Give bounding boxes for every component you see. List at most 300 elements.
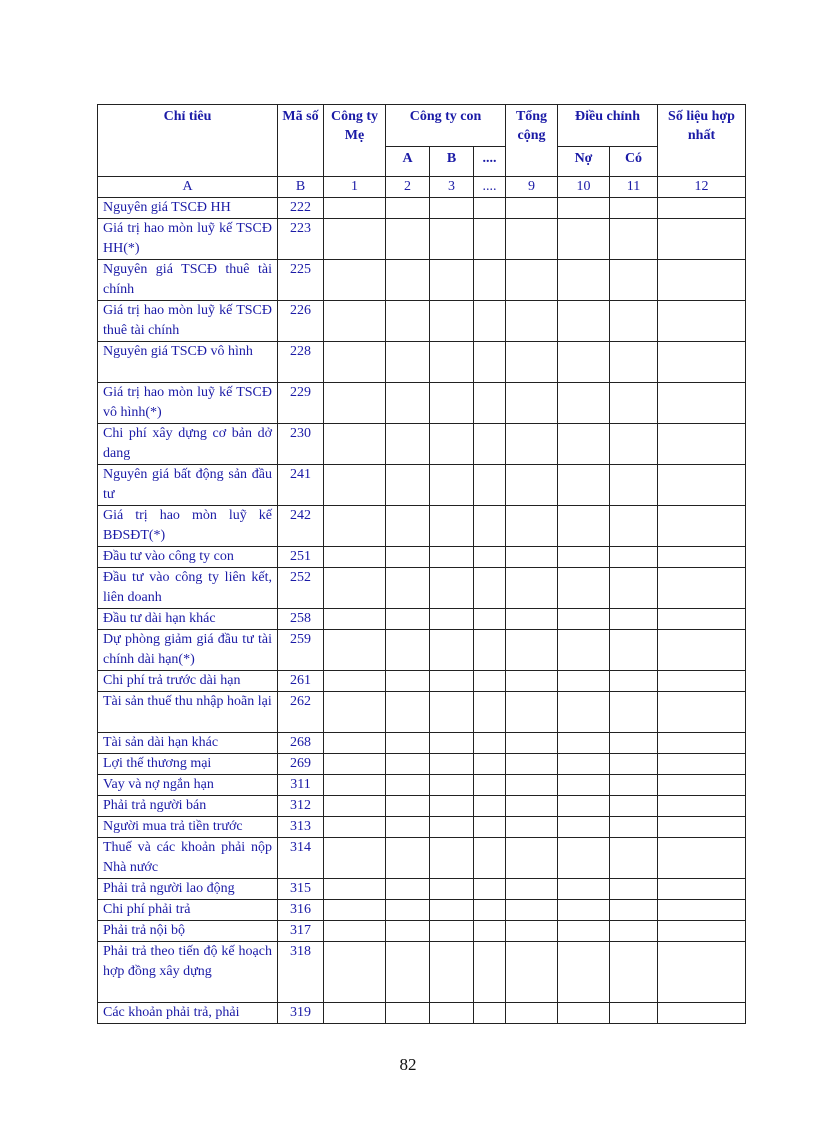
empty-cell [474,630,506,671]
empty-cell [558,301,610,342]
empty-cell [610,879,658,900]
empty-cell [506,775,558,796]
empty-cell [658,671,746,692]
empty-cell [658,424,746,465]
empty-cell [506,219,558,260]
empty-cell [610,838,658,879]
empty-cell [474,796,506,817]
row-label: Giá trị hao mòn luỹ kế TSCĐ HH(*) [98,219,278,260]
empty-cell [658,692,746,733]
row-label: Đầu tư vào công ty liên kết, liên doanh [98,568,278,609]
header-chi-tieu: Chỉ tiêu [98,105,278,177]
empty-cell [558,198,610,219]
table-row [98,671,746,692]
empty-cell [474,921,506,942]
table-row [98,198,746,219]
empty-cell [324,383,386,424]
empty-cell [506,879,558,900]
empty-cell [386,465,430,506]
empty-cell [430,921,474,942]
empty-cell [324,547,386,568]
empty-cell [610,465,658,506]
table-row [98,942,746,1003]
empty-cell [474,219,506,260]
empty-cell [558,424,610,465]
table-row [98,506,746,547]
empty-cell [474,1003,506,1024]
empty-cell [658,817,746,838]
empty-cell [610,424,658,465]
empty-cell [430,692,474,733]
page-number: 82 [399,1055,417,1074]
row-label: Phải trả người lao động [98,879,278,900]
empty-cell [430,942,474,1003]
empty-cell [430,900,474,921]
row-code: 268 [278,733,324,754]
empty-cell [386,198,430,219]
row-label: Nguyên giá TSCĐ vô hình [98,342,278,383]
empty-cell [610,817,658,838]
empty-cell [558,465,610,506]
empty-cell [658,838,746,879]
empty-cell [474,342,506,383]
empty-cell [506,733,558,754]
row-code: 225 [278,260,324,301]
empty-cell [658,942,746,1003]
empty-cell [558,733,610,754]
empty-cell [386,942,430,1003]
empty-cell [506,342,558,383]
empty-cell [324,671,386,692]
row-code: 313 [278,817,324,838]
empty-cell [610,609,658,630]
empty-cell [386,342,430,383]
row-label: Nguyên giá TSCĐ HH [98,198,278,219]
header-con-more: .... [474,147,506,177]
row-label: Tài sản dài hạn khác [98,733,278,754]
row-code: 241 [278,465,324,506]
table-row [98,547,746,568]
empty-cell [324,506,386,547]
empty-cell [474,465,506,506]
empty-cell [386,838,430,879]
empty-cell [506,671,558,692]
row-code: 319 [278,1003,324,1024]
column-index-row [98,177,746,198]
empty-cell [474,198,506,219]
table-row [98,301,746,342]
row-label: Phải trả theo tiến độ kế hoạch hợp đồng xây dựng [98,942,278,1003]
empty-cell [430,424,474,465]
empty-cell [474,671,506,692]
empty-cell [430,609,474,630]
empty-cell [324,424,386,465]
empty-cell [430,219,474,260]
empty-cell [386,609,430,630]
header-con-a: A [386,147,430,177]
empty-cell [430,754,474,775]
index-cell: 9 [506,177,558,198]
table-row [98,692,746,733]
empty-cell [506,900,558,921]
empty-cell [474,301,506,342]
index-cell: 3 [430,177,474,198]
header-ma-so: Mã số [278,105,324,177]
row-code: 269 [278,754,324,775]
row-label: Tài sản thuế thu nhập hoãn lại [98,692,278,733]
row-code: 314 [278,838,324,879]
empty-cell [558,260,610,301]
empty-cell [430,733,474,754]
empty-cell [658,733,746,754]
empty-cell [324,609,386,630]
empty-cell [506,817,558,838]
row-label: Phải trả người bán [98,796,278,817]
empty-cell [324,796,386,817]
empty-cell [324,921,386,942]
empty-cell [430,260,474,301]
empty-cell [506,465,558,506]
row-label: Đầu tư vào công ty con [98,547,278,568]
index-cell: .... [474,177,506,198]
empty-cell [610,775,658,796]
empty-cell [474,383,506,424]
table-row [98,879,746,900]
empty-cell [610,671,658,692]
empty-cell [558,1003,610,1024]
table-row [98,775,746,796]
header-cong-ty-me: Công ty Mẹ [324,105,386,177]
empty-cell [658,796,746,817]
index-cell: 1 [324,177,386,198]
empty-cell [558,383,610,424]
empty-cell [610,921,658,942]
empty-cell [506,198,558,219]
empty-cell [658,383,746,424]
empty-cell [558,506,610,547]
empty-cell [610,733,658,754]
empty-cell [558,692,610,733]
row-label: Nguyên giá TSCĐ thuê tài chính [98,260,278,301]
empty-cell [506,568,558,609]
row-code: 318 [278,942,324,1003]
empty-cell [558,921,610,942]
table-row [98,838,746,879]
empty-cell [430,1003,474,1024]
row-code: 316 [278,900,324,921]
empty-cell [658,630,746,671]
empty-cell [658,921,746,942]
empty-cell [610,900,658,921]
empty-cell [558,817,610,838]
empty-cell [386,692,430,733]
empty-cell [558,609,610,630]
empty-cell [658,506,746,547]
empty-cell [610,568,658,609]
empty-cell [386,547,430,568]
index-cell: 2 [386,177,430,198]
empty-cell [386,260,430,301]
table-row [98,424,746,465]
empty-cell [610,942,658,1003]
row-code: 312 [278,796,324,817]
row-label: Giá trị hao mòn luỹ kế TSCĐ thuê tài chính [98,301,278,342]
empty-cell [506,547,558,568]
empty-cell [430,342,474,383]
empty-cell [430,879,474,900]
empty-cell [386,796,430,817]
row-label: Dự phòng giảm giá đầu tư tài chính dài hạn(*) [98,630,278,671]
empty-cell [558,219,610,260]
consolidation-table [97,104,746,1024]
row-code: 317 [278,921,324,942]
empty-cell [430,383,474,424]
empty-cell [324,733,386,754]
row-label: Chi phí xây dựng cơ bản dở dang [98,424,278,465]
table-row [98,609,746,630]
empty-cell [658,219,746,260]
index-cell: B [278,177,324,198]
empty-cell [658,260,746,301]
index-cell: 12 [658,177,746,198]
row-label: Nguyên giá bất động sản đầu tư [98,465,278,506]
empty-cell [474,775,506,796]
empty-cell [610,692,658,733]
row-code: 229 [278,383,324,424]
empty-cell [558,547,610,568]
empty-cell [474,817,506,838]
table-row [98,1003,746,1024]
row-label: Lợi thế thương mại [98,754,278,775]
row-label: Đầu tư dài hạn khác [98,609,278,630]
empty-cell [474,879,506,900]
empty-cell [610,260,658,301]
row-code: 242 [278,506,324,547]
table-row [98,219,746,260]
empty-cell [610,383,658,424]
empty-cell [430,817,474,838]
index-cell: A [98,177,278,198]
header-cong-ty-con: Công ty con [386,105,506,147]
row-label: Chi phí phải trả [98,900,278,921]
empty-cell [506,630,558,671]
empty-cell [658,609,746,630]
empty-cell [506,754,558,775]
empty-cell [324,900,386,921]
empty-cell [658,775,746,796]
empty-cell [474,260,506,301]
empty-cell [610,506,658,547]
empty-cell [430,838,474,879]
empty-cell [324,838,386,879]
index-cell: 11 [610,177,658,198]
empty-cell [474,424,506,465]
empty-cell [658,568,746,609]
empty-cell [386,754,430,775]
empty-cell [386,900,430,921]
table-row [98,733,746,754]
empty-cell [386,630,430,671]
index-cell: 10 [558,177,610,198]
empty-cell [324,301,386,342]
empty-cell [324,198,386,219]
empty-cell [474,568,506,609]
empty-cell [658,900,746,921]
empty-cell [474,692,506,733]
row-code: 258 [278,609,324,630]
table-body [98,177,746,1024]
row-code: 259 [278,630,324,671]
empty-cell [506,383,558,424]
empty-cell [610,1003,658,1024]
empty-cell [658,1003,746,1024]
empty-cell [324,775,386,796]
row-label: Thuế và các khoản phải nộp Nhà nước [98,838,278,879]
empty-cell [610,547,658,568]
empty-cell [474,733,506,754]
empty-cell [324,692,386,733]
empty-cell [430,198,474,219]
empty-cell [474,838,506,879]
empty-cell [506,942,558,1003]
empty-cell [506,692,558,733]
empty-cell [610,796,658,817]
empty-cell [658,879,746,900]
empty-cell [430,671,474,692]
empty-cell [506,838,558,879]
header-dieu-chinh: Điều chỉnh [558,105,658,147]
empty-cell [386,424,430,465]
header-co: Có [610,147,658,177]
empty-cell [506,609,558,630]
empty-cell [386,1003,430,1024]
empty-cell [558,796,610,817]
empty-cell [324,754,386,775]
empty-cell [386,817,430,838]
empty-cell [386,301,430,342]
header-con-b: B [430,147,474,177]
row-label: Vay và nợ ngắn hạn [98,775,278,796]
empty-cell [430,506,474,547]
empty-cell [610,219,658,260]
header-no: Nợ [558,147,610,177]
row-code: 228 [278,342,324,383]
empty-cell [324,219,386,260]
empty-cell [386,921,430,942]
empty-cell [324,942,386,1003]
empty-cell [386,733,430,754]
empty-cell [658,465,746,506]
empty-cell [474,547,506,568]
empty-cell [474,506,506,547]
empty-cell [386,219,430,260]
empty-cell [474,609,506,630]
empty-cell [430,547,474,568]
empty-cell [558,568,610,609]
empty-cell [610,754,658,775]
empty-cell [610,301,658,342]
empty-cell [324,465,386,506]
empty-cell [558,775,610,796]
empty-cell [506,921,558,942]
row-code: 252 [278,568,324,609]
empty-cell [610,198,658,219]
empty-cell [506,796,558,817]
header-so-lieu-hop-nhat: Số liệu hợp nhất [658,105,746,177]
empty-cell [658,198,746,219]
empty-cell [558,879,610,900]
empty-cell [474,900,506,921]
table-row [98,465,746,506]
empty-cell [324,260,386,301]
empty-cell [506,260,558,301]
row-code: 311 [278,775,324,796]
empty-cell [610,342,658,383]
empty-cell [386,383,430,424]
empty-cell [324,817,386,838]
table-row [98,754,746,775]
row-label: Chi phí trả trước dài hạn [98,671,278,692]
row-code: 223 [278,219,324,260]
empty-cell [324,1003,386,1024]
row-code: 251 [278,547,324,568]
row-code: 230 [278,424,324,465]
table-row [98,817,746,838]
row-label: Người mua trả tiền trước [98,817,278,838]
row-code: 261 [278,671,324,692]
row-label: Các khoản phải trả, phải [98,1003,278,1024]
empty-cell [430,465,474,506]
table-row [98,342,746,383]
empty-cell [558,342,610,383]
empty-cell [324,630,386,671]
table-row [98,568,746,609]
empty-cell [558,942,610,1003]
empty-cell [430,301,474,342]
empty-cell [658,547,746,568]
table-row [98,796,746,817]
empty-cell [558,671,610,692]
table-row [98,383,746,424]
empty-cell [430,796,474,817]
empty-cell [430,775,474,796]
empty-cell [430,630,474,671]
empty-cell [610,630,658,671]
empty-cell [558,630,610,671]
empty-cell [506,301,558,342]
row-label: Phải trả nội bộ [98,921,278,942]
empty-cell [324,568,386,609]
table-row [98,630,746,671]
row-label: Giá trị hao mòn luỹ kế TSCĐ vô hình(*) [98,383,278,424]
row-code: 315 [278,879,324,900]
empty-cell [474,754,506,775]
empty-cell [658,301,746,342]
table-row [98,260,746,301]
table-row [98,900,746,921]
row-code: 226 [278,301,324,342]
empty-cell [386,568,430,609]
empty-cell [558,838,610,879]
empty-cell [506,424,558,465]
empty-cell [324,879,386,900]
empty-cell [324,342,386,383]
row-code: 222 [278,198,324,219]
empty-cell [386,671,430,692]
empty-cell [386,879,430,900]
empty-cell [506,506,558,547]
empty-cell [474,942,506,1003]
